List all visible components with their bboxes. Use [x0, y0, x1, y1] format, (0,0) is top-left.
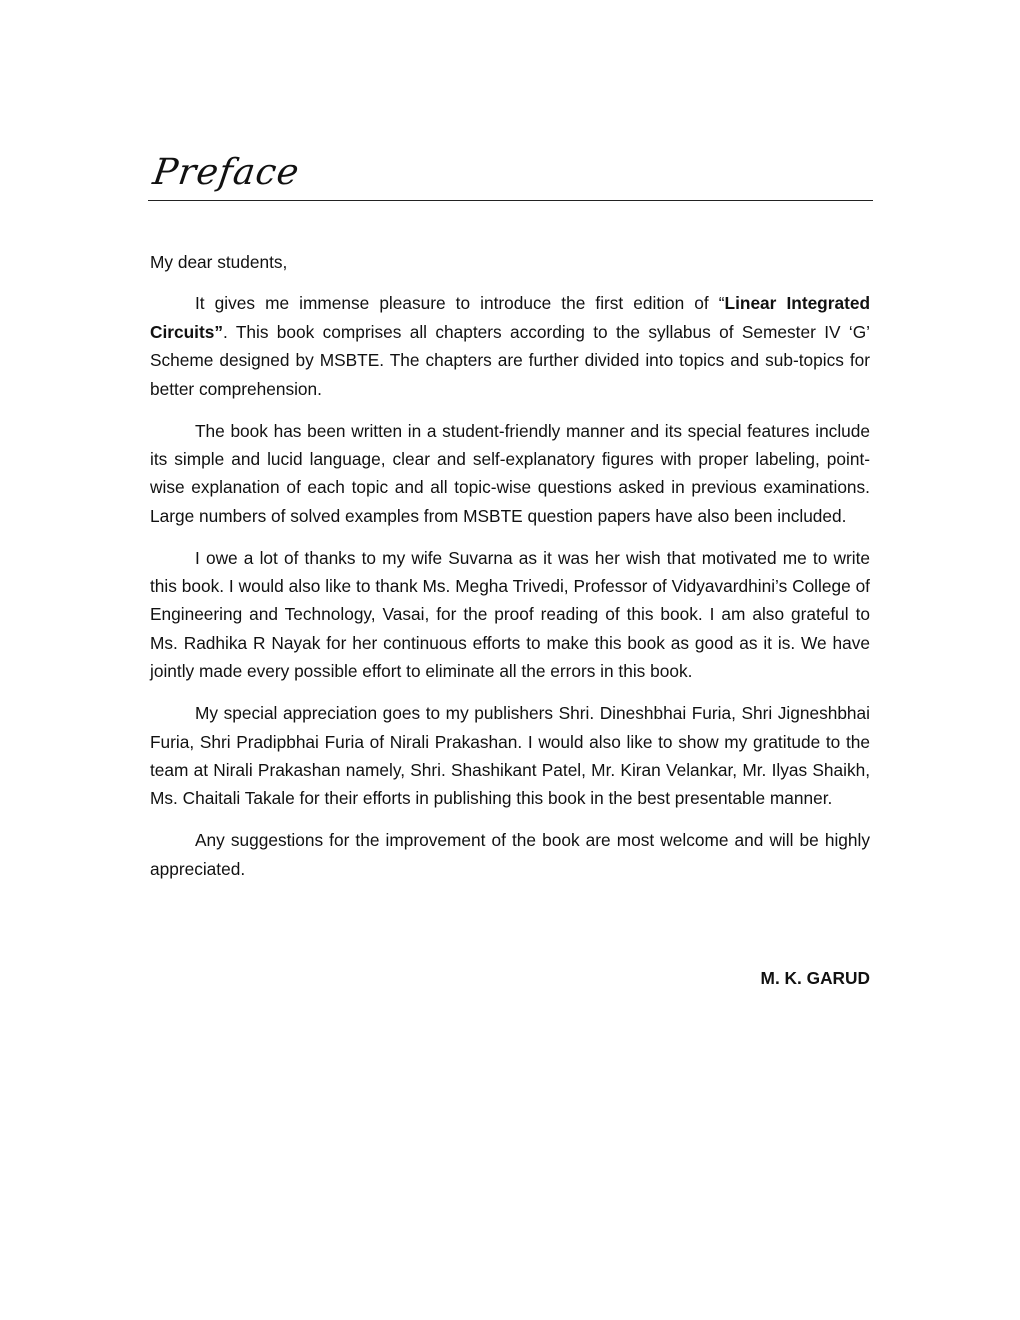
paragraph-features: The book has been written in a student-friendly manner and its special features include its simple and lucid language, clear and self-explanatory figures with proper labeling, point-wise explanation of each topic and all topic-wise questions asked in previous examinations. Large numbers of solved examples from MSBTE question papers have also been included.	[150, 420, 870, 526]
paragraph-suggestions: Any suggestions for the improvement of the book are most welcome and will be highly appreciated.	[150, 830, 870, 879]
paragraph-thanks: I owe a lot of thanks to my wife Suvarna as it was her wish that motivated me to write this book. I would also like to thank Ms. Megha Trivedi, Professor of Vidyavardhini’s College of Engineering and Technology, Vasai, for the proof reading of this book. I am also grateful to Ms. Radhika R Nayak for her continuous efforts to make this book as good as it is. We have jointly made every possible effort to eliminate all the errors in this book.	[150, 547, 870, 682]
paragraph-introduction-lead: It gives me immense pleasure to introduce the first edition of “	[195, 293, 725, 314]
author-signature: M. K. GARUD	[760, 968, 870, 988]
paragraph-introduction-rest: . This book comprises all chapters according to the syllabus of Semester IV ‘G’ Scheme designed by MSBTE. The chapters are further divided into topics and sub-topics for better comprehension.	[150, 321, 870, 399]
paragraph-publishers: My special appreciation goes to my publishers Shri. Dineshbhai Furia, Shri Jigneshbhai Furia, Shri Pradipbhai Furia of Nirali Prakashan. I would also like to show my gratitude to the team at Nirali Prakashan namely, Shri. Shashikant Patel, Mr. Kiran Velankar, Mr. Ilyas Shaikh, Ms. Chaitali Takale for their efforts in publishing this book in the best presentable manner.	[150, 703, 870, 809]
page-heading	[148, 150, 873, 201]
page-title: Preface	[150, 152, 303, 193]
preface-body	[150, 248, 870, 897]
book-title: Linear Integrated Circuits”	[150, 293, 870, 342]
paragraph-introduction	[150, 289, 870, 403]
salutation: My dear students,	[150, 252, 288, 272]
